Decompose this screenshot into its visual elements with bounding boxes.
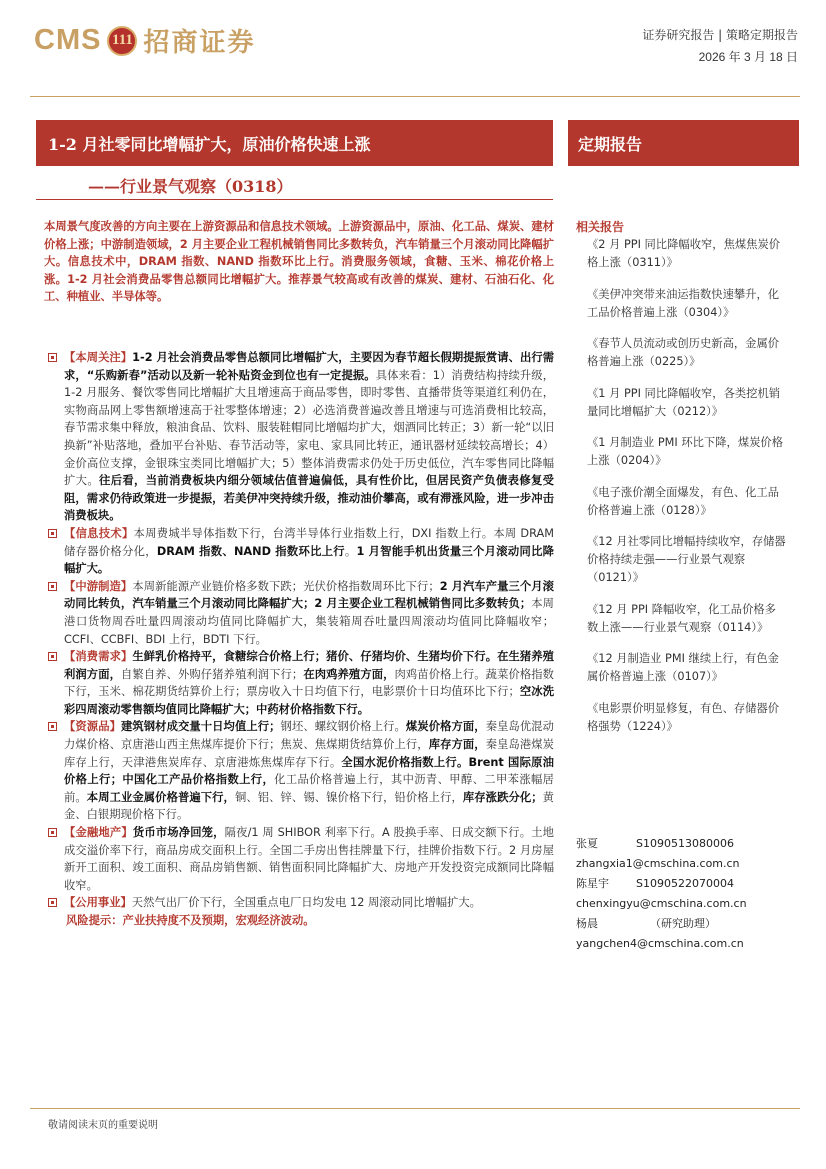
analyst-email[interactable]: chenxingyu@cmschina.com.cn (576, 897, 747, 910)
section-text: 化工品价格普遍上行，其中沥青、甲醇、二甲苯涨幅居前。 (64, 773, 554, 804)
analyst-license-id: S1090522070004 (636, 877, 734, 890)
section-text: 煤炭价格方面， (405, 720, 486, 734)
logo-chinese-name: 招商证券 (143, 28, 256, 58)
section-text: 具体来看：1）消费结构持续升级，1-2 月服务、餐饮零售同比增幅扩大且增速高于商品零售，即时零售、直播带货等渠道红利仍在，实物商品网上零售额增速高于社零整体增速；2）必选消费普遍改善且增速与可选消费相比较高，春节需求集中释放，粮油食品、饮料、服装鞋帽同比增幅均扩大，烟酒同比转正；3）新一轮“以旧换新”补贴落地，叠加平台补贴、春节活动等，家电、家具同比转正，通讯器材延续较高增长；4）金价高位支撑，金银珠宝类同比增幅扩大；5）整体消费需求仍处于历史低位，汽车零售同比降幅扩大。 (64, 368, 554, 488)
related-report-item[interactable]: 《2 月 PPI 同比降幅收窄，焦煤焦炭价格上涨（0311）》 (587, 238, 781, 269)
section-text: 库存涨跌分化； (462, 790, 543, 804)
section-item (48, 894, 554, 912)
footer-divider (30, 1108, 800, 1109)
checkbox-bullet-icon (48, 722, 57, 731)
cms-logo (34, 22, 255, 59)
section-item (48, 718, 554, 824)
risk-note: 风险提示：产业扶持度不及预期，宏观经济波动。 (66, 914, 315, 927)
section-text: 黄金、白银期现价格下行。 (64, 790, 554, 822)
sections-body (48, 349, 554, 930)
section-text: 建筑钢材成交量十日均值上行； (120, 720, 281, 734)
related-report-item[interactable]: 《12 月制造业 PMI 继续上行，有色金属价格普遍上涨（0107）》 (587, 652, 779, 683)
related-report-item[interactable]: 《春节人员流动或创历史新高，金属价格普遍上涨（0225）》 (587, 337, 780, 368)
section-text: 肉鸡苗价格上行。蔬菜价格指数下行，玉米、棉花期货结算价上行；票房收入十日均值下行，电影票价十日均值环比下行； (64, 667, 554, 699)
section-tag: 【金融地产】 (64, 826, 133, 840)
section-text: 货币市场净回笼， (132, 826, 225, 840)
section-text: 秦皇岛港煤炭库存上行，天津港焦炭库存、京唐港炼焦煤库存下行。 (64, 738, 554, 769)
checkbox-bullet-icon (48, 529, 57, 538)
section-tag: 【资源品】 (64, 720, 121, 734)
logo-cms-text: CMS (34, 24, 102, 56)
checkbox-bullet-icon (48, 828, 57, 837)
section-text: 钢坯、螺纹钢价格上行。 (280, 720, 406, 734)
related-reports-list (587, 236, 787, 749)
report-type: 证券研究报告 | 策略定期报告 (642, 28, 798, 42)
checkbox-bullet-icon (48, 652, 57, 661)
analyst-name: 张夏 (576, 837, 598, 850)
section-list (48, 349, 554, 912)
footer-note: 敬请阅读末页的重要说明 (48, 1120, 158, 1131)
section-text: 本周工业金属价格普遍下行， (86, 790, 235, 804)
related-report-item[interactable]: 《12 月 PPI 降幅收窄，化工品价格多数上涨——行业景气观察（0114）》 (587, 602, 776, 634)
section-text: 自繁自养、外购仔猪养殖利润下行； (120, 667, 304, 681)
analyst-name: 杨晨 (576, 917, 598, 930)
section-item (48, 525, 554, 578)
section-text: 铜、铝、锌、锡、镍价格下行，铅价格上行， (234, 790, 463, 804)
section-tag: 【公用事业】 (64, 896, 132, 910)
section-item (48, 824, 554, 894)
section-tag: 【信息技术】 (64, 526, 134, 540)
section-tag: 【中游制造】 (64, 579, 133, 593)
section-text: 。 (344, 544, 357, 558)
section-item (48, 648, 554, 718)
section-text: 1 月智能手机出货量三个月滚动同比降幅扩大。 (64, 544, 554, 576)
logo-emblem-icon: 111 (107, 26, 137, 56)
checkbox-bullet-icon (48, 582, 57, 591)
header-meta (642, 24, 798, 68)
related-report-item[interactable]: 《电影票价明显修复，有色、存储器价格强势（1224）》 (587, 701, 780, 733)
checkbox-bullet-icon (48, 898, 57, 907)
checkbox-bullet-icon (48, 353, 57, 362)
section-tag: 【消费需求】 (64, 650, 133, 664)
related-reports-title: 相关报告 (576, 220, 625, 234)
section-tag: 【本周关注】 (64, 351, 133, 364)
related-report-item[interactable]: 《12 月社零同比增幅持续收窄，存储器价格持续走强——行业景气观察（0121）》 (587, 535, 786, 584)
analyst-name: 陈星宇 (576, 877, 609, 890)
side-section-header: 定期报告 (568, 120, 799, 166)
section-text: 本周港口货物周吞吐量四周滚动均值同比降幅扩大，集装箱周吞吐量四周滚动均值同比降幅收窄；CCFI、CCBFI、BDI 上行，BDTI 下行。 (64, 597, 554, 646)
section-text: DRAM 指数、NAND 指数环比上行 (156, 544, 345, 558)
section-text: 往后看，当前消费板块内细分领域估值普遍偏低，具有性价比，但居民资产负债表修复受阻，需求仍待政策进一步提振，若美伊冲突持续升级，推动油价攀高，或有滞涨风险，进一步冲击消费板块。 (64, 474, 554, 523)
report-title: 1-2 月社零同比增幅扩大，原油价格快速上涨 (36, 120, 553, 166)
section-text: 2 月汽车产量三个月滚动同比转负，汽车销量三个月滚动同比降幅扩大；2 月主要企业工程机械销售同比多数转负； (64, 579, 554, 611)
section-text: 天然气出厂价下行，全国重点电厂日均发电 12 周滚动同比增幅扩大。 (131, 896, 481, 910)
section-item (48, 349, 554, 525)
analyst-role: （研究助理） (650, 917, 716, 930)
summary-paragraph: 本周景气度改善的方向主要在上游资源品和信息技术领域。上游资源品中，原油、化工品、煤炭、建材价格上涨；中游制造领域，2 月主要企业工程机械销售同比多数转负，汽车销量三个月滚动同比降幅扩大。信息技术中，DRAM 指数、NAND 指数环比上行。消费服务领域，食糖、玉米、棉花价格上涨。1-2 月社会消费品零售总额同比增幅扩大。推荐景气较高或有改善的煤炭、建材、石油石化、化工、种植业、半导体等。 (44, 220, 554, 304)
related-report-item[interactable]: 《1 月 PPI 同比降幅收窄，各类挖机销量同比增幅扩大（0212）》 (587, 386, 781, 418)
report-subtitle: ——行业景气观察（0318） (36, 174, 553, 200)
analyst-license-id: S1090513080006 (636, 837, 734, 850)
analyst-row (576, 834, 796, 854)
related-report-item[interactable]: 《美伊冲突带来油运指数快速攀升，化工品价格普遍上涨（0304）》 (587, 287, 780, 319)
analyst-info (576, 834, 796, 954)
section-text: 1-2 月社会消费品零售总额同比增幅扩大，主要因为春节超长假期提振赏请、出行需求，“乐购新春”活动以及新一轮补贴资金到位也有一定提振。 (64, 351, 554, 382)
section-text: 库存方面， (428, 738, 486, 752)
section-text: 在肉鸡养殖方面， (303, 667, 395, 681)
section-text: 隔夜/1 周 SHIBOR 利率下行。A 股换手率、日成交额下行。土地成交溢价率下行，商品房成交面积上行。全国二手房出售挂牌量下行，挂牌价指数下行。2 月房屋新开工面积、竣工面积、商品房销售额、销售面积同比降幅扩大、房地产开发投资完成额同比降幅收窄。 (64, 826, 554, 892)
analyst-row (576, 914, 796, 934)
page-header (0, 0, 826, 100)
analyst-email[interactable]: yangchen4@cmschina.com.cn (576, 937, 744, 950)
section-text: 本周新能源产业链价格多数下跌；光伏价格指数周环比下行； (132, 579, 440, 593)
header-divider (30, 96, 800, 97)
section-text: 生鲜乳价格持平，食糖综合价格上行；猪价、仔猪均价、生猪均价下行。在生猪养殖利润方面， (64, 650, 554, 681)
section-text: 本周费城半导体指数下行，台湾半导体行业指数上行，DXI 指数上行。本周 DRAM 储存器价格分化， (64, 526, 554, 558)
section-item (48, 578, 554, 648)
related-report-item[interactable]: 《电子涨价潮全面爆发，有色、化工品价格普遍上涨（0128）》 (587, 485, 780, 517)
related-report-item[interactable]: 《1 月制造业 PMI 环比下降，煤炭价格上涨（0204）》 (587, 436, 784, 467)
section-text: 全国水泥价格指数上行。Brent 国际原油价格上行；中国化工产品价格指数上行， (64, 755, 554, 787)
analyst-row (576, 874, 796, 894)
analyst-email[interactable]: zhangxia1@cmschina.com.cn (576, 857, 740, 870)
section-text: 空冰洗彩四周滚动零售额均值同比降幅扩大；中药材价格指数下行。 (64, 685, 554, 716)
section-text: 秦皇岛优混动力煤价格、京唐港山西主焦煤库提价下行；焦炭、焦煤期货结算价上行， (64, 720, 554, 752)
report-date: 2026 年 3 月 18 日 (698, 50, 798, 64)
